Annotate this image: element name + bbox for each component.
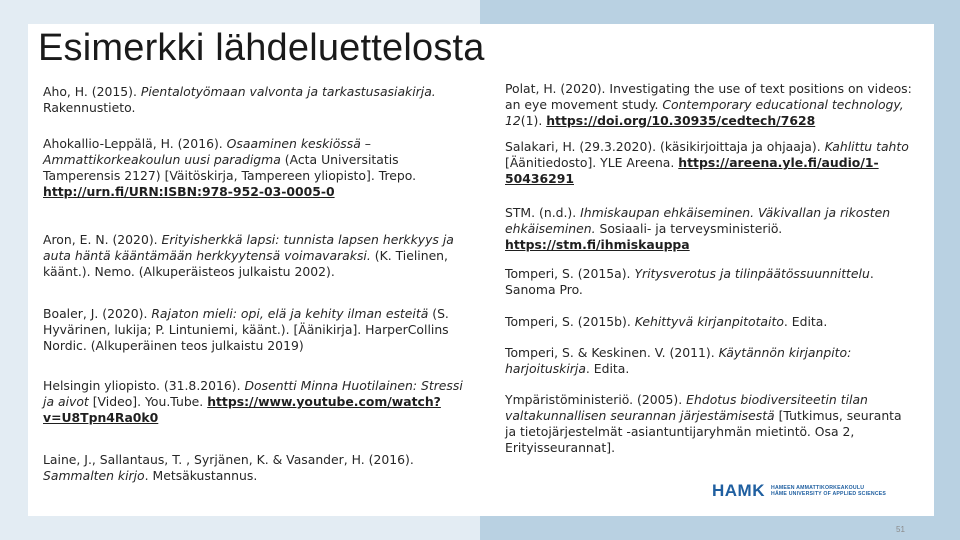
reference-title: Käytännön kirjanpito: harjoituskirja (505, 345, 852, 376)
reference-title: Ihmiskaupan ehkäiseminen. Väkivallan ja rikosten ehkäiseminen. (505, 205, 891, 236)
reference-publisher: . Edita. (585, 361, 630, 376)
reference-author-year: Tomperi, S. (2015a). (505, 266, 635, 281)
hamk-logo-line-1: HAMEEN AMMATTIKORKEAKOULU (771, 485, 865, 491)
reference-title: Sammalten kirjo (43, 468, 145, 483)
reference-title: Kahlittu tahto (824, 139, 909, 154)
reference-author-year: Tomperi, S. & Keskinen. V. (2011). (505, 345, 719, 360)
reference-entry (505, 266, 915, 298)
reference-link[interactable]: http://urn.fi/URN:ISBN:978-952-03-0005-0 (43, 184, 335, 199)
reference-link[interactable]: https://areena.yle.fi/audio/1-50436291 (505, 155, 879, 186)
reference-author-year: Helsingin yliopisto. (31.8.2016). (43, 378, 245, 393)
reference-title: Rajaton mieli: opi, elä ja kehity ilman esteitä (151, 306, 429, 321)
reference-publisher: [Tutkimus, seuranta ja tietojärjestelmät -asiantuntijaryhmän mietintö. Osa 2, Erityisseurannat]. (505, 408, 902, 455)
reference-publisher: Rakennustieto. (43, 100, 136, 115)
hamk-logo-mark: HAMK (712, 481, 765, 500)
reference-link[interactable]: https://doi.org/10.30935/cedtech/7628 (546, 113, 816, 128)
reference-entry (43, 452, 473, 484)
reference-title: Dosentti Minna Huotilainen: Stressi ja aivot (43, 378, 463, 409)
reference-entry (43, 306, 473, 354)
reference-author-year: Tomperi, S. (2015b). (505, 314, 635, 329)
page-number: 51 (896, 525, 905, 534)
reference-author-year: Boaler, J. (2020). (43, 306, 152, 321)
slide-title: Esimerkki lähdeluettelosta (38, 27, 485, 69)
reference-publisher: [Äänitiedosto]. YLE Areena. (505, 155, 679, 170)
hamk-logo-line-2: HÄME UNIVERSITY OF APPLIED SCIENCES (771, 491, 887, 497)
reference-author-year: Polat, H. (2020). Investigating the use of text positions on videos: an eye movement study. (505, 81, 912, 112)
reference-author-year: STM. (n.d.). (505, 205, 581, 220)
reference-title: Erityisherkkä lapsi: tunnista lapsen herkkyys ja auta häntä kääntämään herkkyytensä voimavaraksi. (43, 232, 454, 263)
reference-entry (505, 392, 915, 456)
reference-entry (505, 345, 915, 377)
hamk-logo-text (771, 485, 886, 497)
reference-author-year: Ympäristöministeriö. (2005). (505, 392, 687, 407)
reference-title: Yritysverotus ja tilinpäätössuunnittelu (634, 266, 870, 281)
reference-publisher: (K. Tielinen, käänt.). Nemo. (Alkuperäisteos julkaistu 2002). (43, 248, 448, 279)
reference-publisher: (S. Hyvärinen, lukija; P. Lintuniemi, käänt.). [Äänikirja]. HarperCollins Nordic. (Alkuperäinen teos julkaistu 2019) (43, 306, 449, 353)
reference-link[interactable]: https://stm.fi/ihmiskauppa (505, 237, 690, 252)
reference-entry (43, 84, 473, 116)
reference-publisher: (Acta Universitatis Tamperensis 2127) [Väitöskirja, Tampereen yliopisto]. Trepo. (43, 152, 417, 183)
reference-title: Osaaminen keskiössä – Ammattikorkeakoulun uusi paradigma (43, 136, 371, 167)
reference-entry (43, 136, 473, 200)
reference-publisher: [Video]. You.Tube. (88, 394, 208, 409)
reference-publisher: Sosiaali- ja terveysministeriö. (595, 221, 783, 236)
reference-link[interactable]: https://www.youtube.com/watch?v=U8Tpn4Ra0k0 (43, 394, 441, 425)
reference-publisher: . Metsäkustannus. (144, 468, 258, 483)
reference-publisher: . Edita. (783, 314, 828, 329)
reference-entry (505, 205, 915, 253)
reference-entry (505, 81, 915, 129)
hamk-logo (712, 482, 886, 500)
reference-author-year: Aron, E. N. (2020). (43, 232, 162, 247)
reference-title: Pientalotyömaan valvonta ja tarkastusasiakirja. (140, 84, 436, 99)
reference-publisher: (1). (520, 113, 547, 128)
reference-title: Kehittyvä kirjanpitotaito (634, 314, 784, 329)
reference-title: Contemporary educational technology, 12 (505, 97, 904, 128)
reference-entry (43, 232, 473, 280)
reference-author-year: Aho, H. (2015). (43, 84, 141, 99)
reference-entry (505, 139, 915, 187)
reference-author-year: Laine, J., Sallantaus, T. , Syrjänen, K. & Vasander, H. (2016). (43, 452, 414, 467)
reference-publisher: . Sanoma Pro. (505, 266, 874, 297)
reference-entry (505, 314, 915, 330)
reference-title: Ehdotus biodiversiteetin tilan valtakunnallisen seurannan järjestämisestä (505, 392, 868, 423)
reference-entry (43, 378, 473, 426)
reference-author-year: Ahokallio-Leppälä, H. (2016). (43, 136, 227, 151)
reference-author-year: Salakari, H. (29.3.2020). (käsikirjoittaja ja ohjaaja). (505, 139, 825, 154)
